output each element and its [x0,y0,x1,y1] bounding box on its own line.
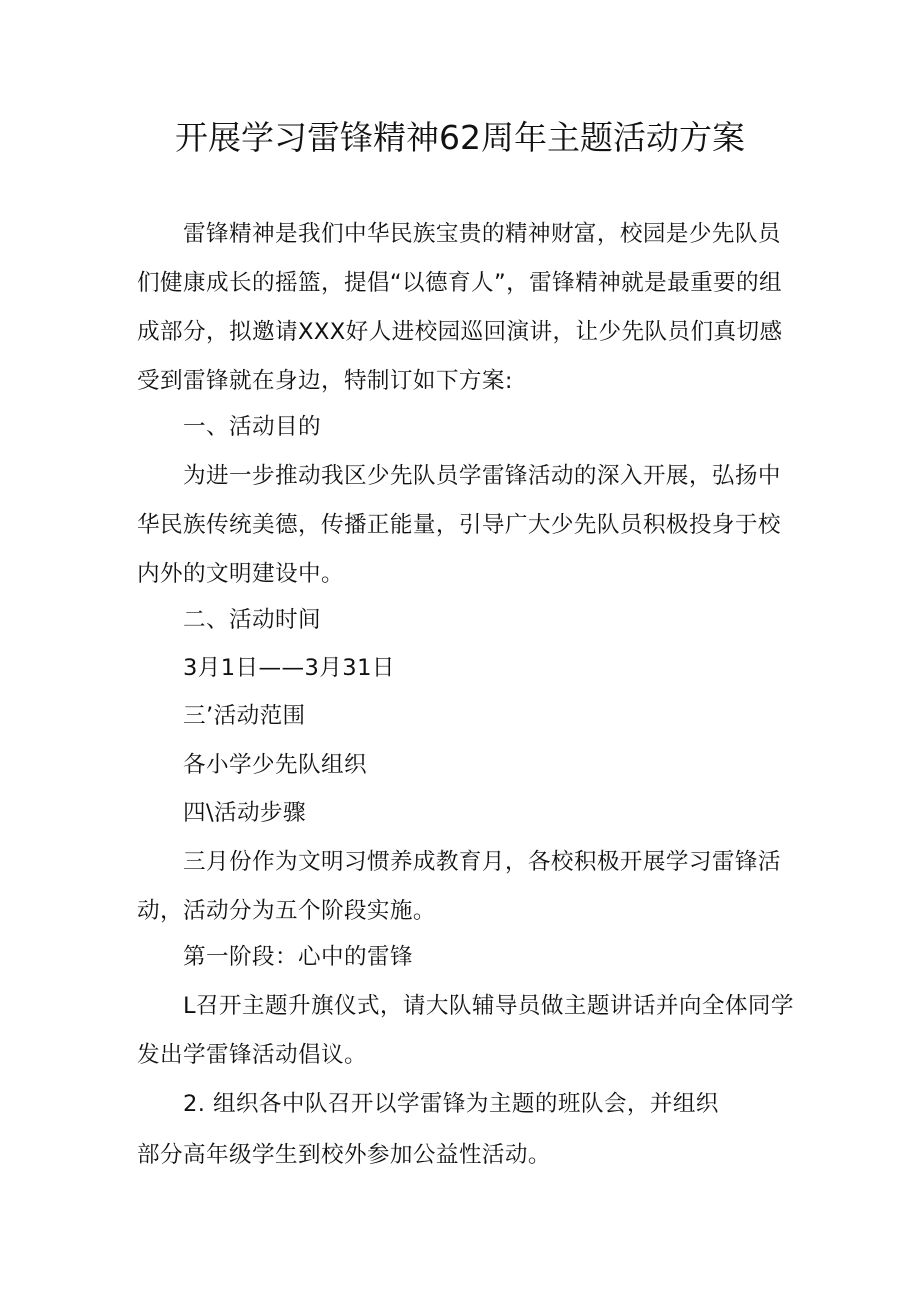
time-text: 3月1日——3月31日 [183,655,395,681]
section-heading-steps: 四\活动步骤 [183,800,306,826]
stage-one-item-1: L召开主题升旗仪式，请大队辅导员做主题讲话并向全体同学发出学雷锋活动倡议。 [137,993,794,1068]
stage-one-item-2-line-1: 2. 组织各中队召开以学雷锋为主题的班队会，并组织 [183,1091,719,1117]
stage-one-heading: 第一阶段：心中的雷锋 [183,944,413,970]
intro-paragraph: 雷锋精神是我们中华民族宝贵的精神财富，校园是少先队员们健康成长的摇篮，提倡“以德育人”，雷锋精神就是最重要的组成部分，拟邀请XXX好人进校园巡回演讲，让少先队员们真切感受到雷锋就在身边，特制订如下方案: [137,221,783,394]
stage-one-item-2-line-2: 部分高年级学生到校外参加公益性活动。 [137,1142,551,1168]
document-title: 开展学习雷锋精神62周年主题活动方案 [175,118,745,157]
steps-paragraph: 三月份作为文明习惯养成教育月，各校积极开展学习雷锋活动，活动分为五个阶段实施。 [137,849,781,924]
section-heading-purpose: 一、活动目的 [183,414,321,440]
section-heading-scope: 三’活动范围 [183,703,306,729]
section-heading-time: 二、活动时间 [183,607,321,633]
purpose-paragraph: 为进一步推动我区少先队员学雷锋活动的深入开展，弘扬中华民族传统美德，传播正能量，引导广大少先队员积极投身于校内外的文明建设中。 [137,463,781,587]
scope-text: 各小学少先队组织 [183,752,367,778]
